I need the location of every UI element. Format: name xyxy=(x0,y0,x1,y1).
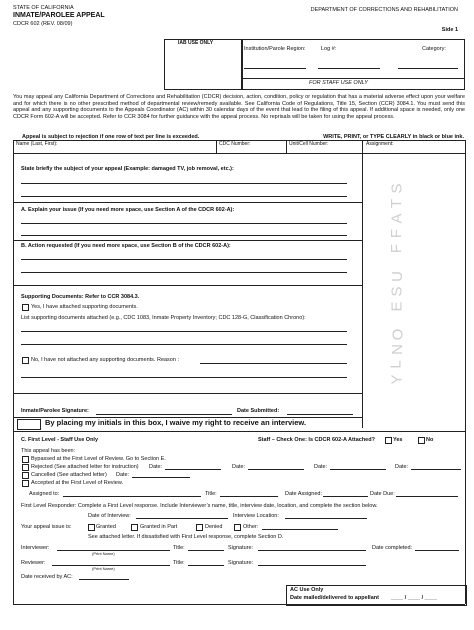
section-b-label: B. Action requested (If you need more space, use Section B of the CDCR 602-A): xyxy=(21,243,231,249)
cancelled-checkbox[interactable] xyxy=(22,472,29,479)
602a-no-checkbox[interactable] xyxy=(418,437,425,444)
intro-paragraph: You may appeal any California Department of Corrections and Rehabilitation (CDCR) decision, action, condition, policy or regulation that has a material adverse effect upon your welfare and for which there is no other prescribed method of departmental review/remedy available. See California Code of Regulations, Title 15, Section (CCR) 3084.1. You must send this appeal and any supporting documents to the Appeals Coordinator (AC) within 30 calendar days of the event that lead to the filing of this appeal. If additional space is needed, only one CDCR Form 602-A will be accepted. Refer to CCR 3084 for further guidance with the appeal process. No reprisals will be taken for using the appeal process. xyxy=(13,94,465,120)
unit-cell-label[interactable]: Unit/Cell Number: xyxy=(289,141,329,147)
form-number: CDCR 602 (REV. 08/09) xyxy=(13,21,73,27)
date-mailed-label: Date mailed/delivered to appellant xyxy=(290,595,379,601)
interviewer-signature-field[interactable] xyxy=(258,550,366,551)
supporting-title: Supporting Documents: Refer to CCR 3084.3. xyxy=(21,294,140,300)
date-submitted-label: Date Submitted: xyxy=(237,408,280,414)
cancelled-date-label: Date: xyxy=(116,472,130,478)
section-c-top xyxy=(13,431,465,432)
section-a-line-1[interactable] xyxy=(21,223,347,224)
accepted-label: Accepted at the First Level of Review. xyxy=(31,480,124,486)
supporting-yes-checkbox[interactable] xyxy=(22,304,29,311)
interviewer-label: Interviewer: xyxy=(21,545,50,551)
name-label[interactable]: Name (Last, First): xyxy=(16,141,58,147)
rejected-date-1-label: Date: xyxy=(149,464,163,470)
section-b-line-2[interactable] xyxy=(21,272,347,273)
form-title: INMATE/PAROLEE APPEAL xyxy=(13,12,105,19)
reviewer-label: Reviewer: xyxy=(21,560,46,566)
section-a-label: A. Explain your issue (If you need more space, use Section A of the CDCR 602-A): xyxy=(21,207,235,213)
staff-use-letter: F xyxy=(388,243,406,254)
cdc-number-label[interactable]: CDC Number: xyxy=(219,141,251,147)
id-row-bottom xyxy=(13,153,465,154)
interview-location-field[interactable] xyxy=(285,518,367,519)
log-label: Log #: xyxy=(321,46,337,52)
id-divider-2 xyxy=(286,140,287,153)
other-field[interactable] xyxy=(262,529,338,530)
reviewer-title-field[interactable] xyxy=(188,565,224,566)
cancelled-label: Cancelled (See attached letter) xyxy=(31,472,107,478)
date-completed-field[interactable] xyxy=(415,550,459,551)
your-appeal-label: Your appeal issue is: xyxy=(21,524,72,530)
other-label: Other: xyxy=(243,524,259,530)
supporting-yes-label: Yes, I have attached supporting documents. xyxy=(31,304,138,310)
date-received-label: Date received by AC: xyxy=(21,574,73,580)
date-due-field[interactable] xyxy=(396,496,458,497)
interviewer-title-label: Title: xyxy=(173,545,185,551)
rejected-date-1[interactable] xyxy=(165,469,221,470)
rejected-checkbox[interactable] xyxy=(22,464,29,471)
section-c-title: C. First Level - Staff Use Only xyxy=(21,437,99,443)
interviewer-title-field[interactable] xyxy=(188,550,224,551)
granted-part-label: Granted in Part xyxy=(140,524,178,530)
602a-no-label: No xyxy=(426,437,434,443)
subject-divider xyxy=(13,202,362,203)
staff-use-letter: O xyxy=(389,328,407,341)
subject-label: State briefly the subject of your appeal (Example: damaged TV, job removal, etc.): xyxy=(21,166,234,172)
staff-check-label: Staff – Check One: Is CDCR 602-A Attached? xyxy=(258,437,375,443)
rejected-date-4-label: Date: xyxy=(395,464,409,470)
side-label: Side 1 xyxy=(441,27,458,33)
section-b-divider xyxy=(13,285,362,286)
appeal-been-label: This appeal has been: xyxy=(21,448,76,454)
supporting-list-label: List supporting documents attached (e.g., CDC 1083, Inmate Property Inventory; CDC 128-G, Classification Chrono): xyxy=(21,315,306,321)
rejected-date-3-label: Date: xyxy=(314,464,328,470)
subject-line-1[interactable] xyxy=(21,183,347,184)
staff-use-letter: L xyxy=(387,360,405,369)
assigned-to-label: Assigned to: xyxy=(29,491,60,497)
date-assigned-field[interactable] xyxy=(323,496,368,497)
rejected-date-3[interactable] xyxy=(330,469,386,470)
id-divider-3 xyxy=(362,140,363,153)
interview-location-label: Interview Location: xyxy=(233,513,279,519)
form-right-border xyxy=(465,140,466,604)
date-due-label: Date Due: xyxy=(370,491,395,497)
first-level-responder-text: First Level Responder: Complete a First Level response. Include Interviewer’s name, title, interview date, location, and complete the section below. xyxy=(21,503,378,509)
602a-yes-label: Yes xyxy=(393,437,403,443)
rejection-notice: Appeal is subject to rejection if one row of text per line is exceeded. xyxy=(22,134,200,140)
interview-date-label: Date of Interview: xyxy=(88,513,131,519)
granted-checkbox[interactable] xyxy=(88,524,95,531)
institution-label: Institution/Parole Region: xyxy=(244,46,306,52)
reviewer-signature-field[interactable] xyxy=(258,565,366,566)
staff-use-letter: U xyxy=(388,271,406,282)
assigned-title-label: Title: xyxy=(205,491,217,497)
section-b-line-1[interactable] xyxy=(21,259,347,260)
category-field[interactable] xyxy=(398,68,458,69)
bypassed-checkbox[interactable] xyxy=(22,456,29,463)
supporting-list-line-2[interactable] xyxy=(21,344,347,345)
inmate-signature-label: Inmate/Parolee Signature: xyxy=(21,408,89,414)
institution-field[interactable] xyxy=(244,68,306,69)
id-divider-1 xyxy=(216,140,217,153)
reason-line-2[interactable] xyxy=(21,377,347,378)
date-completed-label: Date completed: xyxy=(372,545,413,551)
date-mailed-field[interactable]: ____ / ____ / ____ xyxy=(391,595,437,601)
initials-statement: By placing my initials in this box, I waive my right to receive an interview. xyxy=(45,418,307,427)
assigned-title-field[interactable] xyxy=(220,496,278,497)
date-submitted-field[interactable] xyxy=(287,414,353,415)
iab-box xyxy=(164,39,243,90)
staff-use-letter: E xyxy=(388,301,406,312)
denied-checkbox[interactable] xyxy=(196,524,203,531)
granted-label: Granted xyxy=(96,524,116,530)
staff-use-letter: N xyxy=(388,344,406,355)
cancelled-date[interactable] xyxy=(132,477,190,478)
interview-date-field[interactable] xyxy=(136,518,228,519)
602a-yes-checkbox[interactable] xyxy=(385,437,392,444)
reason-line-1[interactable] xyxy=(200,363,347,364)
form-bottom-border xyxy=(13,604,465,605)
subject-line-2[interactable] xyxy=(21,196,347,197)
reviewer-print-name: (Print Name) xyxy=(92,566,115,571)
staff-use-letter: S xyxy=(388,183,406,194)
staff-use-letter: Y xyxy=(388,374,406,385)
other-checkbox[interactable] xyxy=(234,524,241,531)
staff-use-letter: F xyxy=(388,228,406,239)
initials-box[interactable] xyxy=(17,419,41,430)
interviewer-print-name: (Print Name) xyxy=(92,551,115,556)
reviewer-title-label: Title: xyxy=(173,560,185,566)
staff-box-divider xyxy=(241,78,464,79)
assigned-to-field[interactable] xyxy=(63,496,201,497)
form-left-border xyxy=(13,140,14,604)
rejected-date-2[interactable] xyxy=(248,469,304,470)
category-label: Category: xyxy=(422,46,446,52)
section-a-line-2[interactable] xyxy=(21,235,347,236)
section-a-divider xyxy=(13,240,362,241)
denied-label: Denied xyxy=(205,524,223,530)
reviewer-signature-label: Signature: xyxy=(228,560,254,566)
staff-use-letter: A xyxy=(388,213,406,224)
rejected-date-2-label: Date: xyxy=(232,464,246,470)
staff-use-letter: S xyxy=(388,286,406,297)
granted-part-checkbox[interactable] xyxy=(131,524,138,531)
staff-column-border xyxy=(362,153,363,428)
rejected-label: Rejected (See attached letter for instruction) xyxy=(31,464,139,470)
supporting-no-checkbox[interactable] xyxy=(22,357,29,364)
ac-use-label: AC Use Only xyxy=(290,587,324,593)
iab-label: IAB USE ONLY xyxy=(178,40,214,46)
ink-notice: WRITE, PRINT, or TYPE CLEARLY in black or blue ink. xyxy=(323,134,464,140)
bypassed-label: Bypassed at the First Level of Review. Go to Section E. xyxy=(31,456,166,462)
rejected-date-4[interactable] xyxy=(411,469,461,470)
staff-use-letter: T xyxy=(388,198,406,209)
department-label: DEPARTMENT OF CORRECTIONS AND REHABILITATION xyxy=(310,7,458,13)
staff-use-label: FOR STAFF USE ONLY xyxy=(309,80,368,86)
log-field[interactable] xyxy=(318,68,380,69)
date-assigned-label: Date Assigned: xyxy=(285,491,322,497)
supporting-no-label: No, I have not attached any supporting documents. Reason : xyxy=(31,357,179,363)
supporting-list-line-1[interactable] xyxy=(21,331,347,332)
see-letter-text: See attached letter. If dissatisfied with First Level response, complete Section D. xyxy=(88,534,284,540)
supporting-divider xyxy=(13,393,362,394)
inmate-signature-field[interactable] xyxy=(96,414,232,415)
state-label: STATE OF CALIFORNIA xyxy=(13,5,74,11)
interviewer-signature-label: Signature: xyxy=(228,545,254,551)
assignment-label[interactable]: Assignment: xyxy=(366,141,394,147)
date-received-field[interactable] xyxy=(79,579,129,580)
accepted-checkbox[interactable] xyxy=(22,480,29,487)
